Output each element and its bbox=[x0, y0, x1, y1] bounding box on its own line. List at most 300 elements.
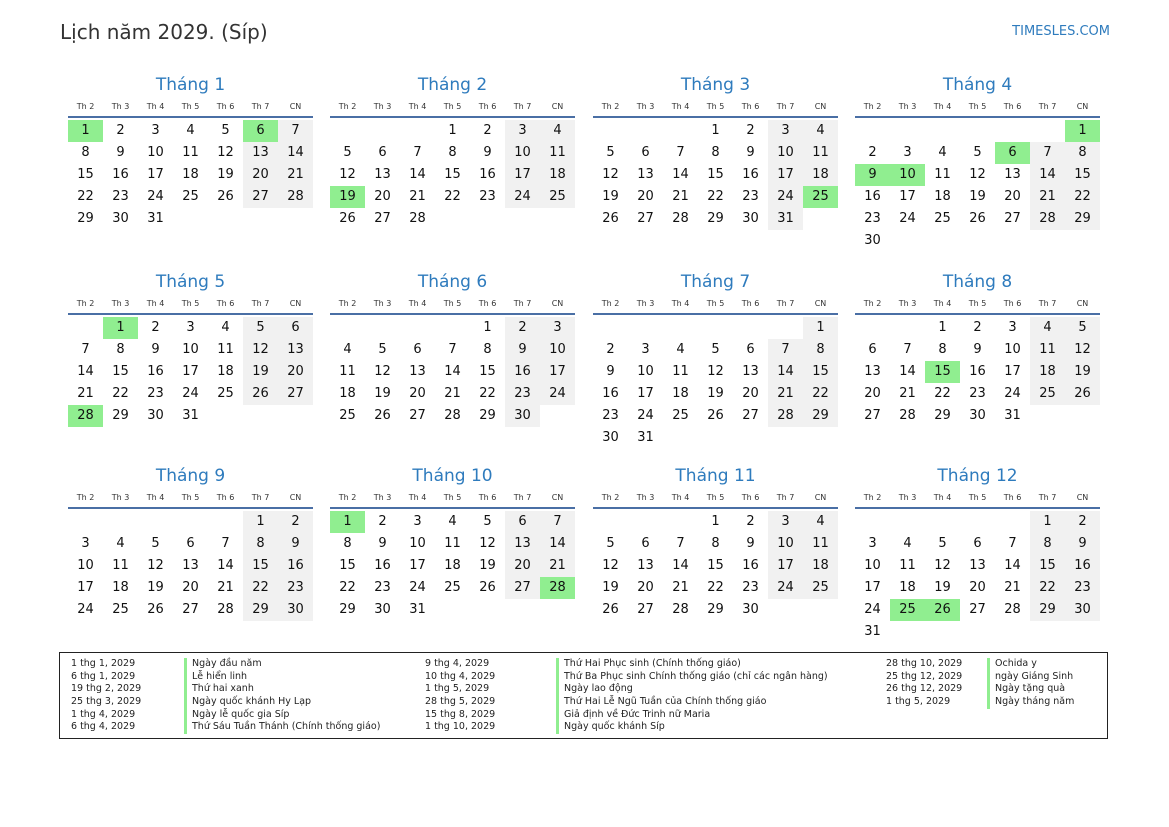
day-cell: 7 bbox=[903, 342, 912, 357]
empty-cell bbox=[365, 317, 400, 339]
day-cell: 19 bbox=[147, 580, 164, 595]
weekday-label: CN bbox=[289, 299, 302, 308]
day-cell: 3 bbox=[186, 320, 195, 335]
day-cell: 13 bbox=[637, 167, 654, 182]
day-cell: 9 bbox=[116, 145, 125, 160]
day-grid bbox=[593, 317, 838, 449]
day-cell: 24 bbox=[899, 211, 916, 226]
empty-cell bbox=[768, 317, 803, 339]
day-cell: 25 bbox=[672, 408, 689, 423]
day-cell: 10 bbox=[505, 142, 540, 164]
day-cell: 19 bbox=[1065, 361, 1100, 383]
weekday-label: CN bbox=[289, 493, 302, 502]
day-cell: 6 bbox=[868, 342, 877, 357]
day-cell: 13 bbox=[278, 339, 313, 361]
empty-cell bbox=[698, 317, 733, 339]
day-cell: 9 bbox=[483, 145, 492, 160]
month-title: Tháng 4 bbox=[942, 75, 1013, 95]
day-cell: 23 bbox=[969, 386, 986, 401]
weekday-label: Th 4 bbox=[671, 102, 690, 111]
holiday-column bbox=[425, 658, 828, 734]
day-cell: 5 bbox=[483, 514, 492, 529]
holiday-name: Lễ hiển linh bbox=[184, 671, 247, 684]
day-cell: 5 bbox=[151, 536, 160, 551]
weekday-label: Th 6 bbox=[478, 493, 497, 502]
day-cell: 9 bbox=[746, 536, 755, 551]
holiday-column bbox=[886, 658, 1074, 709]
holiday-date: 1 thg 10, 2029 bbox=[425, 721, 496, 733]
day-cell: 6 bbox=[641, 145, 650, 160]
day-cell: 12 bbox=[147, 558, 164, 573]
day-cell: 23 bbox=[479, 189, 496, 204]
day-cell: 14 bbox=[1030, 164, 1065, 186]
weekday-label: Th 4 bbox=[408, 299, 427, 308]
day-cell: 10 bbox=[637, 364, 654, 379]
holiday-row bbox=[71, 709, 380, 722]
day-cell: 23 bbox=[278, 577, 313, 599]
day-cell: 22 bbox=[243, 577, 278, 599]
day-cell: 15 bbox=[1065, 164, 1100, 186]
day-cell: 16 bbox=[969, 364, 986, 379]
day-cell: 30 bbox=[742, 211, 759, 226]
day-cell: 26 bbox=[243, 383, 278, 405]
day-cell: 12 bbox=[479, 536, 496, 551]
day-cell: 9 bbox=[973, 342, 982, 357]
weekday-label: Th 6 bbox=[216, 102, 235, 111]
weekday-label: CN bbox=[814, 493, 827, 502]
day-cell: 5 bbox=[938, 536, 947, 551]
weekday-label: Th 7 bbox=[513, 102, 532, 111]
day-cell: 4 bbox=[1030, 317, 1065, 339]
holiday-name: Ngày quốc khánh Síp bbox=[556, 721, 665, 734]
day-cell: 6 bbox=[186, 536, 195, 551]
day-cell: 9 bbox=[1065, 533, 1100, 555]
day-cell: 26 bbox=[339, 211, 356, 226]
empty-cell bbox=[925, 511, 960, 533]
month-title: Tháng 7 bbox=[680, 272, 751, 292]
day-cell: 11 bbox=[444, 536, 461, 551]
empty-cell bbox=[68, 317, 103, 339]
weekday-label: CN bbox=[1076, 299, 1089, 308]
empty-cell bbox=[855, 511, 890, 533]
holiday-row bbox=[425, 696, 828, 709]
day-cell: 13 bbox=[182, 558, 199, 573]
day-cell: 4 bbox=[186, 123, 195, 138]
day-cell: 30 bbox=[742, 602, 759, 617]
empty-cell bbox=[365, 120, 400, 142]
empty-cell bbox=[68, 511, 103, 533]
day-cell: 19 bbox=[934, 580, 951, 595]
empty-cell bbox=[663, 511, 698, 533]
weekday-label: CN bbox=[551, 493, 564, 502]
day-cell: 15 bbox=[444, 167, 461, 182]
holiday-row bbox=[886, 683, 1074, 696]
holiday-row bbox=[425, 671, 828, 684]
day-grid bbox=[330, 317, 575, 427]
day-cell: 27 bbox=[742, 408, 759, 423]
day-cell: 13 bbox=[505, 533, 540, 555]
weekday-label: Th 6 bbox=[741, 493, 760, 502]
day-cell: 17 bbox=[768, 555, 803, 577]
weekday-label: Th 2 bbox=[601, 102, 620, 111]
day-cell: 2 bbox=[151, 320, 160, 335]
day-cell: 24 bbox=[637, 408, 654, 423]
holiday-row bbox=[886, 671, 1074, 684]
day-cell: 22 bbox=[1030, 577, 1065, 599]
day-cell: 17 bbox=[637, 386, 654, 401]
day-cell: 1 bbox=[803, 317, 838, 339]
day-cell: 26 bbox=[602, 211, 619, 226]
empty-cell bbox=[628, 317, 663, 339]
day-cell: 29 bbox=[803, 405, 838, 427]
day-cell: 6 bbox=[413, 342, 422, 357]
day-cell: 20 bbox=[1004, 189, 1021, 204]
day-cell: 9 bbox=[278, 533, 313, 555]
day-cell: 14 bbox=[899, 364, 916, 379]
day-cell: 25 bbox=[934, 211, 951, 226]
weekday-label: Th 6 bbox=[478, 102, 497, 111]
day-cell: 12 bbox=[934, 558, 951, 573]
day-cell: 5 bbox=[606, 536, 615, 551]
day-cell: 5 bbox=[343, 145, 352, 160]
day-cell: 2 bbox=[973, 320, 982, 335]
holiday-row bbox=[425, 683, 828, 696]
day-cell: 7 bbox=[81, 342, 90, 357]
day-cell: 16 bbox=[374, 558, 391, 573]
empty-cell bbox=[890, 317, 925, 339]
day-cell: 11 bbox=[112, 558, 129, 573]
day-cell: 16 bbox=[1065, 555, 1100, 577]
day-cell: 14 bbox=[77, 364, 94, 379]
holiday-name: Ngày lao động bbox=[556, 683, 633, 696]
day-cell: 11 bbox=[899, 558, 916, 573]
month-title: Tháng 1 bbox=[155, 75, 226, 95]
day-cell: 1 bbox=[711, 123, 720, 138]
day-cell: 11 bbox=[934, 167, 951, 182]
day-cell: 30 bbox=[374, 602, 391, 617]
holiday-row bbox=[886, 658, 1074, 671]
weekday-label: Th 5 bbox=[706, 299, 725, 308]
day-cell: 4 bbox=[803, 511, 838, 533]
weekday-label: Th 2 bbox=[338, 102, 357, 111]
day-cell: 28 bbox=[768, 405, 803, 427]
day-grid bbox=[855, 120, 1100, 252]
day-cell: 16 bbox=[742, 167, 759, 182]
day-cell: 3 bbox=[768, 120, 803, 142]
day-cell: 8 bbox=[116, 342, 125, 357]
day-cell: 10 bbox=[890, 164, 925, 186]
day-cell: 4 bbox=[448, 514, 457, 529]
day-cell: 20 bbox=[969, 580, 986, 595]
day-cell: 31 bbox=[864, 624, 881, 639]
day-cell: 7 bbox=[278, 120, 313, 142]
day-cell: 17 bbox=[182, 364, 199, 379]
month-title: Tháng 9 bbox=[155, 466, 226, 486]
holiday-date: 9 thg 4, 2029 bbox=[425, 658, 490, 669]
weekday-label: Th 3 bbox=[111, 102, 130, 111]
day-cell: 2 bbox=[746, 123, 755, 138]
day-cell: 30 bbox=[969, 408, 986, 423]
day-cell: 24 bbox=[864, 602, 881, 617]
weekday-label: Th 6 bbox=[1003, 299, 1022, 308]
day-cell: 24 bbox=[409, 580, 426, 595]
weekday-label: Th 6 bbox=[1003, 493, 1022, 502]
weekday-label: Th 5 bbox=[968, 493, 987, 502]
day-cell: 25 bbox=[803, 186, 838, 208]
holiday-row bbox=[71, 671, 380, 684]
day-cell: 27 bbox=[969, 602, 986, 617]
day-cell: 13 bbox=[409, 364, 426, 379]
day-cell: 4 bbox=[343, 342, 352, 357]
day-cell: 2 bbox=[606, 342, 615, 357]
weekday-label: Th 4 bbox=[146, 299, 165, 308]
weekday-label: Th 6 bbox=[1003, 102, 1022, 111]
day-cell: 30 bbox=[278, 599, 313, 621]
day-cell: 20 bbox=[374, 189, 391, 204]
weekday-label: Th 4 bbox=[933, 493, 952, 502]
holiday-date: 6 thg 1, 2029 bbox=[71, 670, 136, 682]
holiday-list bbox=[59, 652, 1108, 739]
holiday-name: Thứ hai xanh bbox=[184, 683, 254, 696]
month-title: Tháng 8 bbox=[942, 272, 1013, 292]
month-calendar bbox=[855, 465, 1100, 643]
day-cell: 24 bbox=[768, 577, 803, 599]
day-cell: 30 bbox=[147, 408, 164, 423]
day-cell: 10 bbox=[147, 145, 164, 160]
day-cell: 8 bbox=[711, 536, 720, 551]
weekday-label: Th 7 bbox=[513, 493, 532, 502]
weekday-header bbox=[855, 491, 1100, 509]
day-cell: 12 bbox=[1065, 339, 1100, 361]
day-cell: 14 bbox=[672, 558, 689, 573]
day-cell: 23 bbox=[742, 189, 759, 204]
holiday-name: Ngày quốc khánh Hy Lạp bbox=[184, 696, 311, 709]
holiday-name: Thứ Hai Phục sinh (Chính thống giáo) bbox=[556, 658, 741, 671]
empty-cell bbox=[138, 511, 173, 533]
month-title: Tháng 5 bbox=[155, 272, 226, 292]
day-cell: 21 bbox=[540, 555, 575, 577]
day-cell: 8 bbox=[81, 145, 90, 160]
holiday-row bbox=[71, 683, 380, 696]
day-cell: 27 bbox=[1004, 211, 1021, 226]
holiday-date: 1 thg 4, 2029 bbox=[71, 708, 136, 720]
day-cell: 14 bbox=[278, 142, 313, 164]
day-cell: 25 bbox=[890, 599, 925, 621]
day-cell: 5 bbox=[221, 123, 230, 138]
day-cell: 7 bbox=[413, 145, 422, 160]
weekday-header bbox=[68, 100, 313, 118]
day-cell: 31 bbox=[147, 211, 164, 226]
month-calendar bbox=[68, 74, 313, 230]
day-cell: 28 bbox=[217, 602, 234, 617]
day-cell: 9 bbox=[505, 339, 540, 361]
weekday-header bbox=[68, 491, 313, 509]
day-cell: 28 bbox=[409, 211, 426, 226]
day-cell: 21 bbox=[278, 164, 313, 186]
holiday-date: 15 thg 8, 2029 bbox=[425, 708, 496, 720]
day-cell: 11 bbox=[803, 533, 838, 555]
day-cell: 12 bbox=[707, 364, 724, 379]
empty-cell bbox=[400, 120, 435, 142]
day-cell: 3 bbox=[903, 145, 912, 160]
day-cell: 30 bbox=[864, 233, 881, 248]
weekday-label: Th 3 bbox=[898, 102, 917, 111]
day-cell: 12 bbox=[602, 167, 619, 182]
day-cell: 15 bbox=[77, 167, 94, 182]
empty-cell bbox=[593, 120, 628, 142]
day-cell: 4 bbox=[676, 342, 685, 357]
day-cell: 25 bbox=[339, 408, 356, 423]
weekday-label: Th 2 bbox=[863, 299, 882, 308]
holiday-row bbox=[71, 721, 380, 734]
day-grid bbox=[330, 120, 575, 230]
weekday-header bbox=[68, 297, 313, 315]
weekday-label: Th 4 bbox=[933, 102, 952, 111]
day-cell: 17 bbox=[899, 189, 916, 204]
day-cell: 28 bbox=[444, 408, 461, 423]
site-link[interactable]: TIMESLES.COM bbox=[1012, 24, 1110, 39]
weekday-label: Th 2 bbox=[601, 299, 620, 308]
holiday-date: 1 thg 1, 2029 bbox=[71, 658, 136, 669]
holiday-name: Thứ Hai Lễ Ngũ Tuần của Chính thống giáo bbox=[556, 696, 766, 709]
day-cell: 18 bbox=[899, 580, 916, 595]
day-cell: 26 bbox=[479, 580, 496, 595]
day-cell: 22 bbox=[479, 386, 496, 401]
day-cell: 10 bbox=[540, 339, 575, 361]
day-cell: 26 bbox=[707, 408, 724, 423]
weekday-label: Th 5 bbox=[968, 299, 987, 308]
day-cell: 13 bbox=[243, 142, 278, 164]
day-cell: 27 bbox=[182, 602, 199, 617]
day-cell: 23 bbox=[374, 580, 391, 595]
day-cell: 1 bbox=[243, 511, 278, 533]
day-cell: 8 bbox=[448, 145, 457, 160]
month-calendar bbox=[68, 271, 313, 427]
holiday-date: 6 thg 4, 2029 bbox=[71, 721, 136, 733]
weekday-label: Th 5 bbox=[181, 299, 200, 308]
day-cell: 16 bbox=[112, 167, 129, 182]
month-title: Tháng 10 bbox=[412, 466, 493, 486]
weekday-label: Th 6 bbox=[478, 299, 497, 308]
day-cell: 29 bbox=[112, 408, 129, 423]
day-cell: 9 bbox=[746, 145, 755, 160]
holiday-date: 25 thg 3, 2029 bbox=[71, 696, 142, 708]
holiday-name: Thứ Sáu Tuần Thánh (Chính thống giáo) bbox=[184, 721, 380, 734]
day-cell: 28 bbox=[672, 602, 689, 617]
day-cell: 28 bbox=[278, 186, 313, 208]
holiday-row bbox=[425, 709, 828, 722]
day-cell: 10 bbox=[182, 342, 199, 357]
day-cell: 15 bbox=[803, 361, 838, 383]
day-cell: 1 bbox=[1065, 120, 1100, 142]
weekday-label: Th 5 bbox=[181, 493, 200, 502]
day-cell: 7 bbox=[1008, 536, 1017, 551]
day-cell: 5 bbox=[606, 145, 615, 160]
day-cell: 13 bbox=[1004, 167, 1021, 182]
day-cell: 14 bbox=[409, 167, 426, 182]
day-cell: 31 bbox=[182, 408, 199, 423]
day-cell: 2 bbox=[378, 514, 387, 529]
month-calendar bbox=[330, 465, 575, 621]
day-cell: 21 bbox=[217, 580, 234, 595]
day-cell: 2 bbox=[1065, 511, 1100, 533]
day-cell: 18 bbox=[1030, 361, 1065, 383]
day-cell: 3 bbox=[868, 536, 877, 551]
day-cell: 21 bbox=[1030, 186, 1065, 208]
weekday-label: Th 6 bbox=[216, 299, 235, 308]
holiday-date: 26 thg 12, 2029 bbox=[886, 683, 963, 695]
weekday-header bbox=[593, 100, 838, 118]
holiday-date: 28 thg 10, 2029 bbox=[886, 658, 963, 669]
day-cell: 1 bbox=[483, 320, 492, 335]
empty-cell bbox=[663, 317, 698, 339]
holiday-date: 1 thg 5, 2029 bbox=[886, 696, 951, 708]
empty-cell bbox=[173, 511, 208, 533]
day-cell: 8 bbox=[343, 536, 352, 551]
day-cell: 30 bbox=[112, 211, 129, 226]
day-cell: 7 bbox=[768, 339, 803, 361]
day-cell: 13 bbox=[742, 364, 759, 379]
day-grid bbox=[593, 120, 838, 230]
weekday-label: Th 5 bbox=[181, 102, 200, 111]
day-cell: 26 bbox=[925, 599, 960, 621]
weekday-label: Th 2 bbox=[601, 493, 620, 502]
day-cell: 11 bbox=[1030, 339, 1065, 361]
empty-cell bbox=[890, 120, 925, 142]
day-cell: 18 bbox=[217, 364, 234, 379]
day-cell: 1 bbox=[68, 120, 103, 142]
day-cell: 18 bbox=[182, 167, 199, 182]
day-cell: 3 bbox=[413, 514, 422, 529]
day-cell: 15 bbox=[707, 167, 724, 182]
day-cell: 30 bbox=[505, 405, 540, 427]
day-cell: 6 bbox=[995, 142, 1030, 164]
day-cell: 7 bbox=[1030, 142, 1065, 164]
day-cell: 13 bbox=[374, 167, 391, 182]
month-calendar bbox=[593, 271, 838, 449]
weekday-header bbox=[855, 297, 1100, 315]
day-cell: 19 bbox=[374, 386, 391, 401]
day-cell: 16 bbox=[147, 364, 164, 379]
day-cell: 14 bbox=[217, 558, 234, 573]
day-cell: 8 bbox=[803, 339, 838, 361]
holiday-date: 10 thg 4, 2029 bbox=[425, 670, 496, 682]
weekday-label: Th 3 bbox=[373, 493, 392, 502]
day-cell: 15 bbox=[479, 364, 496, 379]
holiday-name: Ngày tháng năm bbox=[987, 696, 1074, 709]
day-cell: 19 bbox=[479, 558, 496, 573]
holiday-row bbox=[886, 696, 1074, 709]
day-cell: 20 bbox=[243, 164, 278, 186]
day-cell: 28 bbox=[68, 405, 103, 427]
weekday-label: Th 7 bbox=[776, 299, 795, 308]
day-cell: 2 bbox=[868, 145, 877, 160]
day-cell: 10 bbox=[77, 558, 94, 573]
weekday-label: Th 6 bbox=[741, 102, 760, 111]
weekday-label: Th 7 bbox=[776, 102, 795, 111]
day-cell: 7 bbox=[221, 536, 230, 551]
month-calendar bbox=[68, 465, 313, 621]
weekday-label: Th 7 bbox=[1038, 299, 1057, 308]
weekday-label: Th 3 bbox=[636, 493, 655, 502]
weekday-header bbox=[593, 491, 838, 509]
day-cell: 3 bbox=[151, 123, 160, 138]
day-cell: 5 bbox=[1065, 317, 1100, 339]
day-cell: 15 bbox=[1030, 555, 1065, 577]
month-calendar bbox=[330, 271, 575, 427]
weekday-label: Th 5 bbox=[443, 493, 462, 502]
day-cell: 21 bbox=[768, 383, 803, 405]
